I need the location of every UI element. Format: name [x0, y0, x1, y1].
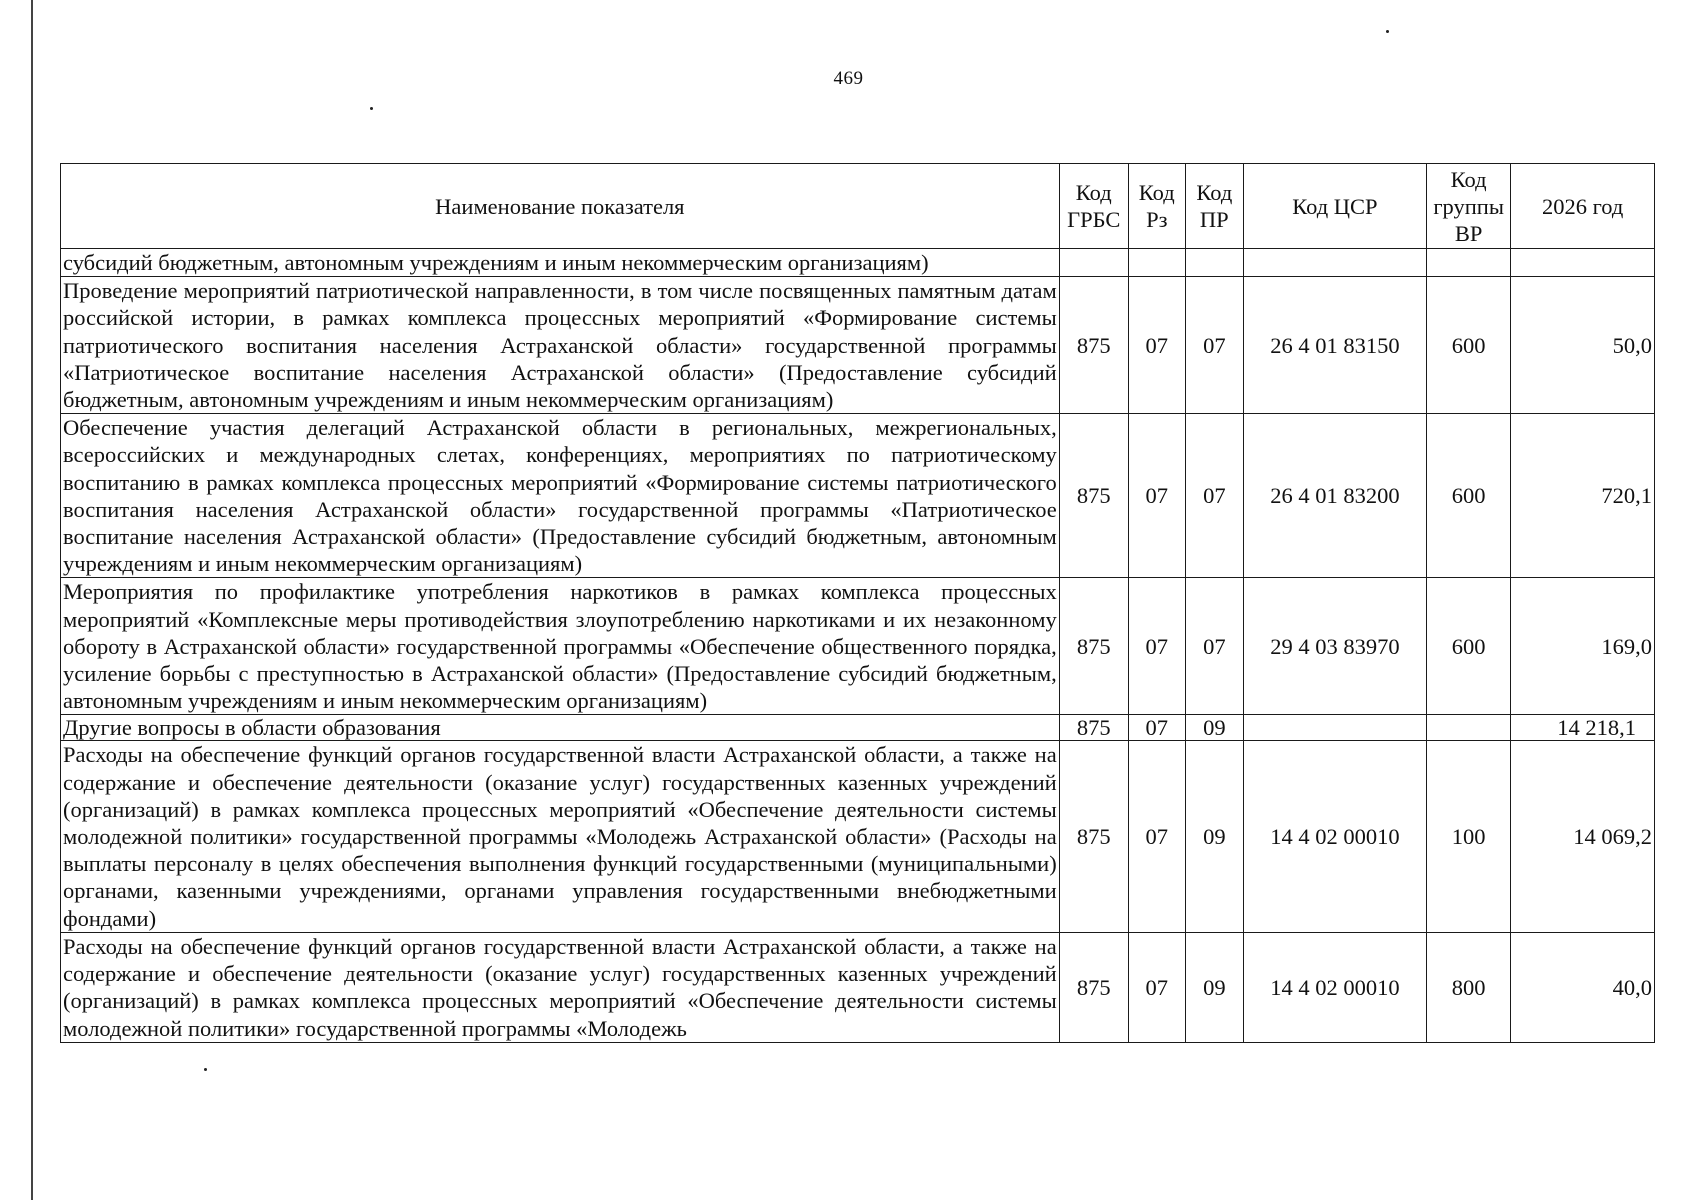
row-name: Расходы на обеспечение функций органов государственной власти Астраханской области, а также на содержание и обеспечение деятельности (оказание услуг) государственных казенных учреждений (организаций) в рамках комплекса процессных мероприятий «Обеспечение деятельности системы молодежной политики» государственной программы «Молодежь Астраханской области» (Расходы на выплаты персоналу в целях обеспечения выполнения функций государственными (муниципальными) органами, казенными учреждениями, органами управления государственными внебюджетными фондами) [61, 741, 1060, 932]
row-value: 169,0 [1511, 578, 1655, 715]
row-csr: 14 4 02 00010 [1243, 932, 1426, 1042]
row-value [1511, 249, 1655, 277]
row-vr: 600 [1426, 414, 1510, 578]
scan-speck [204, 1068, 207, 1071]
row-rz: 07 [1128, 741, 1185, 932]
row-grbs: 875 [1059, 277, 1128, 414]
row-pr: 07 [1185, 578, 1243, 715]
scan-speck [370, 107, 373, 110]
row-pr: 07 [1185, 277, 1243, 414]
row-rz: 07 [1128, 578, 1185, 715]
row-csr [1243, 715, 1426, 741]
row-csr: 26 4 01 83150 [1243, 277, 1426, 414]
table-row [61, 578, 1655, 715]
table-header-row [61, 164, 1655, 249]
header-name: Наименование показателя [61, 164, 1060, 249]
table-row-subtotal [61, 715, 1655, 741]
page-number: 469 [833, 68, 864, 89]
row-value: 50,0 [1511, 277, 1655, 414]
table-row [61, 414, 1655, 578]
header-vr: Код группы ВР [1426, 164, 1510, 249]
row-name: Обеспечение участия делегаций Астраханской области в региональных, межрегиональных, всероссийских и международных слетах, конференциях, мероприятиях по патриотическому воспитанию в рамках комплекса процессных мероприятий «Формирование системы патриотического воспитания населения Астраханской области» государственной программы «Патриотическое воспитание населения Астраханской области» (Предоставление субсидий бюджетным, автономным учреждениям и иным некоммерческим организациям) [61, 414, 1060, 578]
row-name: Другие вопросы в области образования [61, 715, 1060, 741]
header-rz: Код Рз [1128, 164, 1185, 249]
row-vr [1426, 715, 1510, 741]
table-row [61, 932, 1655, 1042]
row-value: 14 069,2 [1511, 741, 1655, 932]
row-csr [1243, 249, 1426, 277]
header-grbs: Код ГРБС [1059, 164, 1128, 249]
row-rz: 07 [1128, 715, 1185, 741]
table-row [61, 741, 1655, 932]
header-csr: Код ЦСР [1243, 164, 1426, 249]
binding-margin-line [31, 0, 33, 1200]
row-value: 14 218,1 [1511, 715, 1655, 741]
budget-table [60, 163, 1655, 1043]
row-grbs: 875 [1059, 715, 1128, 741]
row-rz: 07 [1128, 414, 1185, 578]
row-vr: 100 [1426, 741, 1510, 932]
row-csr: 29 4 03 83970 [1243, 578, 1426, 715]
row-value: 720,1 [1511, 414, 1655, 578]
row-vr: 800 [1426, 932, 1510, 1042]
row-name [61, 932, 1060, 1042]
row-pr: 07 [1185, 414, 1243, 578]
row-pr: 09 [1185, 932, 1243, 1042]
row-vr: 600 [1426, 277, 1510, 414]
row-csr: 14 4 02 00010 [1243, 741, 1426, 932]
row-csr: 26 4 01 83200 [1243, 414, 1426, 578]
row-rz: 07 [1128, 277, 1185, 414]
row-name-text: Расходы на обеспечение функций органов государственной власти Астраханской области, а также на содержание и обеспечение деятельности (оказание услуг) государственных казенных учреждений (организаций) в рамках комплекса процессных мероприятий «Обеспечение деятельности системы молодежной политики» государственной программы «Молодежь [63, 933, 1057, 1041]
row-grbs [1059, 249, 1128, 277]
row-grbs: 875 [1059, 932, 1128, 1042]
row-rz: 07 [1128, 932, 1185, 1042]
table-row [61, 277, 1655, 414]
row-vr [1426, 249, 1510, 277]
header-year: 2026 год [1511, 164, 1655, 249]
header-pr: Код ПР [1185, 164, 1243, 249]
row-name: Проведение мероприятий патриотической направленности, в том числе посвященных памятным датам российской истории, в рамках комплекса процессных мероприятий «Формирование системы патриотического воспитания населения Астраханской области» государственной программы «Патриотическое воспитание населения Астраханской области» (Предоставление субсидий бюджетным, автономным учреждениям и иным некоммерческим организациям) [61, 277, 1060, 414]
row-pr: 09 [1185, 715, 1243, 741]
row-grbs: 875 [1059, 741, 1128, 932]
row-vr: 600 [1426, 578, 1510, 715]
row-grbs: 875 [1059, 414, 1128, 578]
row-grbs: 875 [1059, 578, 1128, 715]
row-value: 40,0 [1511, 932, 1655, 1042]
row-pr [1185, 249, 1243, 277]
row-name: субсидий бюджетным, автономным учреждениям и иным некоммерческим организациям) [61, 249, 1060, 277]
row-rz [1128, 249, 1185, 277]
row-pr: 09 [1185, 741, 1243, 932]
scan-speck [1386, 30, 1389, 33]
row-name: Мероприятия по профилактике употребления наркотиков в рамках комплекса процессных мероприятий «Комплексные меры противодействия злоупотреблению наркотиками и их незаконному обороту в Астраханской области» государственной программы «Обеспечение общественного порядка, усиление борьбы с преступностью в Астраханской области» (Предоставление субсидий бюджетным, автономным учреждениям и иным некоммерческим организациям) [61, 578, 1060, 715]
table-row [61, 249, 1655, 277]
